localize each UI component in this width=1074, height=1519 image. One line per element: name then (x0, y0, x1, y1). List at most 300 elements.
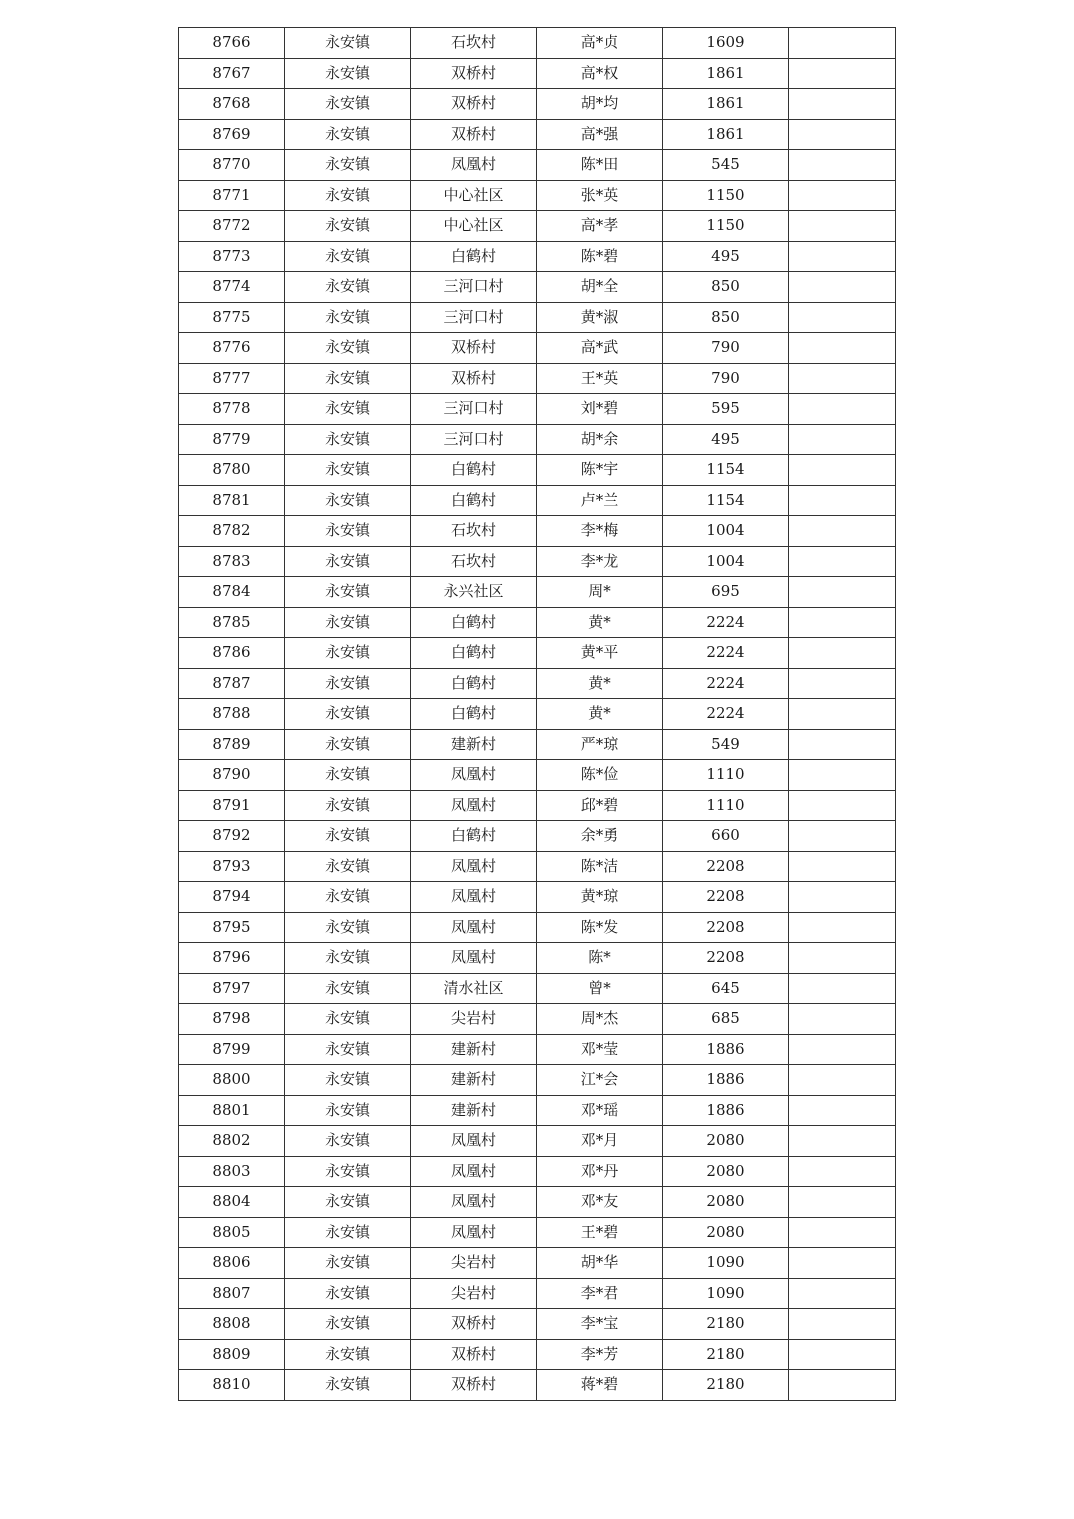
table-row (179, 882, 896, 913)
town-cell: 永安镇 (285, 89, 411, 120)
table-row (179, 668, 896, 699)
amount-cell: 2208 (663, 851, 789, 882)
town-cell: 永安镇 (285, 455, 411, 486)
town-cell: 永安镇 (285, 363, 411, 394)
remark-cell (789, 1187, 896, 1218)
name-cell: 陈*碧 (537, 241, 663, 272)
town-cell: 永安镇 (285, 638, 411, 669)
amount-cell: 1861 (663, 89, 789, 120)
name-cell: 刘*碧 (537, 394, 663, 425)
name-cell: 陈*俭 (537, 760, 663, 791)
table-row (179, 1278, 896, 1309)
amount-cell: 545 (663, 150, 789, 181)
serial-number-cell: 8805 (179, 1217, 285, 1248)
name-cell: 胡*余 (537, 424, 663, 455)
remark-cell (789, 58, 896, 89)
table-row (179, 851, 896, 882)
serial-number-cell: 8792 (179, 821, 285, 852)
remark-cell (789, 912, 896, 943)
amount-cell: 1886 (663, 1034, 789, 1065)
name-cell: 黄*平 (537, 638, 663, 669)
village-cell: 双桥村 (411, 119, 537, 150)
village-cell: 双桥村 (411, 1339, 537, 1370)
remark-cell (789, 211, 896, 242)
table-row (179, 1309, 896, 1340)
name-cell: 黄* (537, 668, 663, 699)
serial-number-cell: 8789 (179, 729, 285, 760)
amount-cell: 495 (663, 241, 789, 272)
village-cell: 凤凰村 (411, 882, 537, 913)
serial-number-cell: 8803 (179, 1156, 285, 1187)
table-row (179, 58, 896, 89)
village-cell: 双桥村 (411, 89, 537, 120)
remark-cell (789, 821, 896, 852)
amount-cell: 2080 (663, 1126, 789, 1157)
village-cell: 白鹤村 (411, 455, 537, 486)
amount-cell: 790 (663, 363, 789, 394)
serial-number-cell: 8775 (179, 302, 285, 333)
village-cell: 石坎村 (411, 546, 537, 577)
village-cell: 白鹤村 (411, 485, 537, 516)
serial-number-cell: 8800 (179, 1065, 285, 1096)
name-cell: 邓*月 (537, 1126, 663, 1157)
remark-cell (789, 1248, 896, 1279)
name-cell: 李*芳 (537, 1339, 663, 1370)
town-cell: 永安镇 (285, 699, 411, 730)
remark-cell (789, 1217, 896, 1248)
village-cell: 三河口村 (411, 302, 537, 333)
town-cell: 永安镇 (285, 668, 411, 699)
amount-cell: 1090 (663, 1278, 789, 1309)
name-cell: 胡*全 (537, 272, 663, 303)
table-row (179, 1156, 896, 1187)
town-cell: 永安镇 (285, 1034, 411, 1065)
table-row (179, 577, 896, 608)
amount-cell: 2208 (663, 943, 789, 974)
amount-cell: 695 (663, 577, 789, 608)
town-cell: 永安镇 (285, 1309, 411, 1340)
town-cell: 永安镇 (285, 516, 411, 547)
table-row (179, 1370, 896, 1401)
town-cell: 永安镇 (285, 1339, 411, 1370)
table-row (179, 1004, 896, 1035)
village-cell: 凤凰村 (411, 1156, 537, 1187)
town-cell: 永安镇 (285, 58, 411, 89)
town-cell: 永安镇 (285, 1004, 411, 1035)
serial-number-cell: 8797 (179, 973, 285, 1004)
table-row (179, 943, 896, 974)
remark-cell (789, 607, 896, 638)
table-row (179, 516, 896, 547)
village-cell: 双桥村 (411, 333, 537, 364)
town-cell: 永安镇 (285, 1248, 411, 1279)
serial-number-cell: 8781 (179, 485, 285, 516)
village-cell: 三河口村 (411, 272, 537, 303)
remark-cell (789, 424, 896, 455)
town-cell: 永安镇 (285, 394, 411, 425)
serial-number-cell: 8782 (179, 516, 285, 547)
serial-number-cell: 8798 (179, 1004, 285, 1035)
table-row (179, 272, 896, 303)
village-cell: 建新村 (411, 1095, 537, 1126)
amount-cell: 1154 (663, 485, 789, 516)
town-cell: 永安镇 (285, 180, 411, 211)
table-row (179, 607, 896, 638)
table-row (179, 28, 896, 59)
name-cell: 蒋*碧 (537, 1370, 663, 1401)
village-cell: 石坎村 (411, 516, 537, 547)
town-cell: 永安镇 (285, 1156, 411, 1187)
town-cell: 永安镇 (285, 912, 411, 943)
table-row (179, 302, 896, 333)
remark-cell (789, 638, 896, 669)
name-cell: 高*权 (537, 58, 663, 89)
name-cell: 曾* (537, 973, 663, 1004)
amount-cell: 2224 (663, 668, 789, 699)
town-cell: 永安镇 (285, 150, 411, 181)
village-cell: 凤凰村 (411, 1126, 537, 1157)
serial-number-cell: 8794 (179, 882, 285, 913)
remark-cell (789, 516, 896, 547)
name-cell: 陈*田 (537, 150, 663, 181)
name-cell: 邱*碧 (537, 790, 663, 821)
serial-number-cell: 8802 (179, 1126, 285, 1157)
town-cell: 永安镇 (285, 729, 411, 760)
village-cell: 凤凰村 (411, 790, 537, 821)
table-row (179, 790, 896, 821)
table-row (179, 1217, 896, 1248)
name-cell: 周* (537, 577, 663, 608)
village-cell: 双桥村 (411, 1309, 537, 1340)
amount-cell: 1886 (663, 1065, 789, 1096)
serial-number-cell: 8790 (179, 760, 285, 791)
name-cell: 陈* (537, 943, 663, 974)
table-row (179, 1187, 896, 1218)
serial-number-cell: 8807 (179, 1278, 285, 1309)
serial-number-cell: 8766 (179, 28, 285, 59)
remark-cell (789, 1309, 896, 1340)
serial-number-cell: 8808 (179, 1309, 285, 1340)
amount-cell: 850 (663, 302, 789, 333)
village-cell: 凤凰村 (411, 1187, 537, 1218)
village-cell: 白鹤村 (411, 638, 537, 669)
village-cell: 三河口村 (411, 394, 537, 425)
amount-cell: 645 (663, 973, 789, 1004)
remark-cell (789, 150, 896, 181)
town-cell: 永安镇 (285, 485, 411, 516)
village-cell: 凤凰村 (411, 912, 537, 943)
serial-number-cell: 8801 (179, 1095, 285, 1126)
serial-number-cell: 8804 (179, 1187, 285, 1218)
table-row (179, 1095, 896, 1126)
remark-cell (789, 1370, 896, 1401)
town-cell: 永安镇 (285, 882, 411, 913)
name-cell: 高*武 (537, 333, 663, 364)
remark-cell (789, 363, 896, 394)
name-cell: 陈*发 (537, 912, 663, 943)
remark-cell (789, 973, 896, 1004)
amount-cell: 2224 (663, 638, 789, 669)
name-cell: 黄* (537, 607, 663, 638)
amount-cell: 2180 (663, 1370, 789, 1401)
remark-cell (789, 882, 896, 913)
village-cell: 凤凰村 (411, 851, 537, 882)
serial-number-cell: 8809 (179, 1339, 285, 1370)
remark-cell (789, 668, 896, 699)
town-cell: 永安镇 (285, 821, 411, 852)
remark-cell (789, 760, 896, 791)
table-row (179, 1065, 896, 1096)
serial-number-cell: 8793 (179, 851, 285, 882)
amount-cell: 1150 (663, 180, 789, 211)
village-cell: 建新村 (411, 729, 537, 760)
remark-cell (789, 1004, 896, 1035)
remark-cell (789, 546, 896, 577)
serial-number-cell: 8778 (179, 394, 285, 425)
village-cell: 白鹤村 (411, 699, 537, 730)
table-row (179, 1339, 896, 1370)
remark-cell (789, 302, 896, 333)
town-cell: 永安镇 (285, 607, 411, 638)
town-cell: 永安镇 (285, 1095, 411, 1126)
serial-number-cell: 8770 (179, 150, 285, 181)
table-row (179, 394, 896, 425)
remark-cell (789, 180, 896, 211)
amount-cell: 1861 (663, 58, 789, 89)
serial-number-cell: 8772 (179, 211, 285, 242)
town-cell: 永安镇 (285, 1187, 411, 1218)
name-cell: 胡*均 (537, 89, 663, 120)
table-row (179, 546, 896, 577)
village-cell: 石坎村 (411, 28, 537, 59)
amount-cell: 1110 (663, 790, 789, 821)
table-row (179, 333, 896, 364)
village-cell: 凤凰村 (411, 1217, 537, 1248)
amount-cell: 1886 (663, 1095, 789, 1126)
town-cell: 永安镇 (285, 851, 411, 882)
town-cell: 永安镇 (285, 424, 411, 455)
amount-cell: 1090 (663, 1248, 789, 1279)
amount-cell: 2080 (663, 1187, 789, 1218)
serial-number-cell: 8787 (179, 668, 285, 699)
village-cell: 白鹤村 (411, 607, 537, 638)
village-cell: 尖岩村 (411, 1004, 537, 1035)
serial-number-cell: 8788 (179, 699, 285, 730)
table-row (179, 729, 896, 760)
serial-number-cell: 8768 (179, 89, 285, 120)
name-cell: 王*英 (537, 363, 663, 394)
amount-cell: 1110 (663, 760, 789, 791)
name-cell: 陈*宇 (537, 455, 663, 486)
village-cell: 中心社区 (411, 211, 537, 242)
amount-cell: 1861 (663, 119, 789, 150)
village-cell: 建新村 (411, 1065, 537, 1096)
village-cell: 白鹤村 (411, 668, 537, 699)
town-cell: 永安镇 (285, 1217, 411, 1248)
name-cell: 邓*莹 (537, 1034, 663, 1065)
name-cell: 江*会 (537, 1065, 663, 1096)
table-row (179, 912, 896, 943)
village-cell: 清水社区 (411, 973, 537, 1004)
remark-cell (789, 1278, 896, 1309)
town-cell: 永安镇 (285, 973, 411, 1004)
table-row (179, 973, 896, 1004)
amount-cell: 790 (663, 333, 789, 364)
town-cell: 永安镇 (285, 272, 411, 303)
name-cell: 王*碧 (537, 1217, 663, 1248)
name-cell: 周*杰 (537, 1004, 663, 1035)
remark-cell (789, 272, 896, 303)
table-row (179, 150, 896, 181)
town-cell: 永安镇 (285, 1065, 411, 1096)
remark-cell (789, 943, 896, 974)
remark-cell (789, 851, 896, 882)
remark-cell (789, 1065, 896, 1096)
village-cell: 凤凰村 (411, 943, 537, 974)
name-cell: 严*琼 (537, 729, 663, 760)
name-cell: 邓*瑶 (537, 1095, 663, 1126)
town-cell: 永安镇 (285, 790, 411, 821)
name-cell: 邓*丹 (537, 1156, 663, 1187)
amount-cell: 685 (663, 1004, 789, 1035)
name-cell: 李*宝 (537, 1309, 663, 1340)
village-cell: 白鹤村 (411, 821, 537, 852)
remark-cell (789, 1034, 896, 1065)
serial-number-cell: 8785 (179, 607, 285, 638)
remark-cell (789, 394, 896, 425)
town-cell: 永安镇 (285, 28, 411, 59)
village-cell: 双桥村 (411, 58, 537, 89)
table-row (179, 180, 896, 211)
town-cell: 永安镇 (285, 302, 411, 333)
name-cell: 胡*华 (537, 1248, 663, 1279)
town-cell: 永安镇 (285, 211, 411, 242)
name-cell: 张*英 (537, 180, 663, 211)
village-cell: 凤凰村 (411, 760, 537, 791)
name-cell: 黄* (537, 699, 663, 730)
town-cell: 永安镇 (285, 119, 411, 150)
remark-cell (789, 241, 896, 272)
remark-cell (789, 28, 896, 59)
remark-cell (789, 485, 896, 516)
table-row (179, 89, 896, 120)
table-body (179, 28, 896, 1401)
town-cell: 永安镇 (285, 577, 411, 608)
village-cell: 双桥村 (411, 1370, 537, 1401)
table-row (179, 638, 896, 669)
name-cell: 李*梅 (537, 516, 663, 547)
table-row (179, 424, 896, 455)
village-cell: 双桥村 (411, 363, 537, 394)
town-cell: 永安镇 (285, 760, 411, 791)
amount-cell: 2208 (663, 882, 789, 913)
serial-number-cell: 8769 (179, 119, 285, 150)
name-cell: 黄*淑 (537, 302, 663, 333)
table-row (179, 119, 896, 150)
amount-cell: 2080 (663, 1217, 789, 1248)
name-cell: 余*勇 (537, 821, 663, 852)
remark-cell (789, 577, 896, 608)
name-cell: 陈*洁 (537, 851, 663, 882)
data-table (178, 27, 896, 1401)
table-row (179, 1126, 896, 1157)
serial-number-cell: 8779 (179, 424, 285, 455)
serial-number-cell: 8806 (179, 1248, 285, 1279)
serial-number-cell: 8783 (179, 546, 285, 577)
remark-cell (789, 1156, 896, 1187)
serial-number-cell: 8795 (179, 912, 285, 943)
amount-cell: 1004 (663, 546, 789, 577)
amount-cell: 2224 (663, 607, 789, 638)
remark-cell (789, 333, 896, 364)
serial-number-cell: 8773 (179, 241, 285, 272)
name-cell: 高*强 (537, 119, 663, 150)
serial-number-cell: 8784 (179, 577, 285, 608)
table-row (179, 211, 896, 242)
amount-cell: 850 (663, 272, 789, 303)
table-row (179, 1248, 896, 1279)
village-cell: 凤凰村 (411, 150, 537, 181)
town-cell: 永安镇 (285, 1370, 411, 1401)
serial-number-cell: 8810 (179, 1370, 285, 1401)
remark-cell (789, 729, 896, 760)
amount-cell: 2080 (663, 1156, 789, 1187)
table-row (179, 699, 896, 730)
amount-cell: 1150 (663, 211, 789, 242)
village-cell: 尖岩村 (411, 1278, 537, 1309)
name-cell: 高*贞 (537, 28, 663, 59)
amount-cell: 2224 (663, 699, 789, 730)
amount-cell: 2180 (663, 1309, 789, 1340)
town-cell: 永安镇 (285, 241, 411, 272)
remark-cell (789, 790, 896, 821)
remark-cell (789, 455, 896, 486)
name-cell: 高*孝 (537, 211, 663, 242)
name-cell: 李*君 (537, 1278, 663, 1309)
remark-cell (789, 119, 896, 150)
village-cell: 中心社区 (411, 180, 537, 211)
amount-cell: 660 (663, 821, 789, 852)
village-cell: 白鹤村 (411, 241, 537, 272)
amount-cell: 549 (663, 729, 789, 760)
remark-cell (789, 89, 896, 120)
remark-cell (789, 699, 896, 730)
town-cell: 永安镇 (285, 333, 411, 364)
name-cell: 邓*友 (537, 1187, 663, 1218)
remark-cell (789, 1126, 896, 1157)
serial-number-cell: 8776 (179, 333, 285, 364)
serial-number-cell: 8771 (179, 180, 285, 211)
serial-number-cell: 8767 (179, 58, 285, 89)
town-cell: 永安镇 (285, 546, 411, 577)
remark-cell (789, 1339, 896, 1370)
village-cell: 三河口村 (411, 424, 537, 455)
name-cell: 卢*兰 (537, 485, 663, 516)
serial-number-cell: 8799 (179, 1034, 285, 1065)
amount-cell: 595 (663, 394, 789, 425)
amount-cell: 2208 (663, 912, 789, 943)
village-cell: 尖岩村 (411, 1248, 537, 1279)
amount-cell: 2180 (663, 1339, 789, 1370)
serial-number-cell: 8777 (179, 363, 285, 394)
serial-number-cell: 8791 (179, 790, 285, 821)
serial-number-cell: 8774 (179, 272, 285, 303)
serial-number-cell: 8786 (179, 638, 285, 669)
amount-cell: 1154 (663, 455, 789, 486)
village-cell: 建新村 (411, 1034, 537, 1065)
table-row (179, 1034, 896, 1065)
table-row (179, 485, 896, 516)
